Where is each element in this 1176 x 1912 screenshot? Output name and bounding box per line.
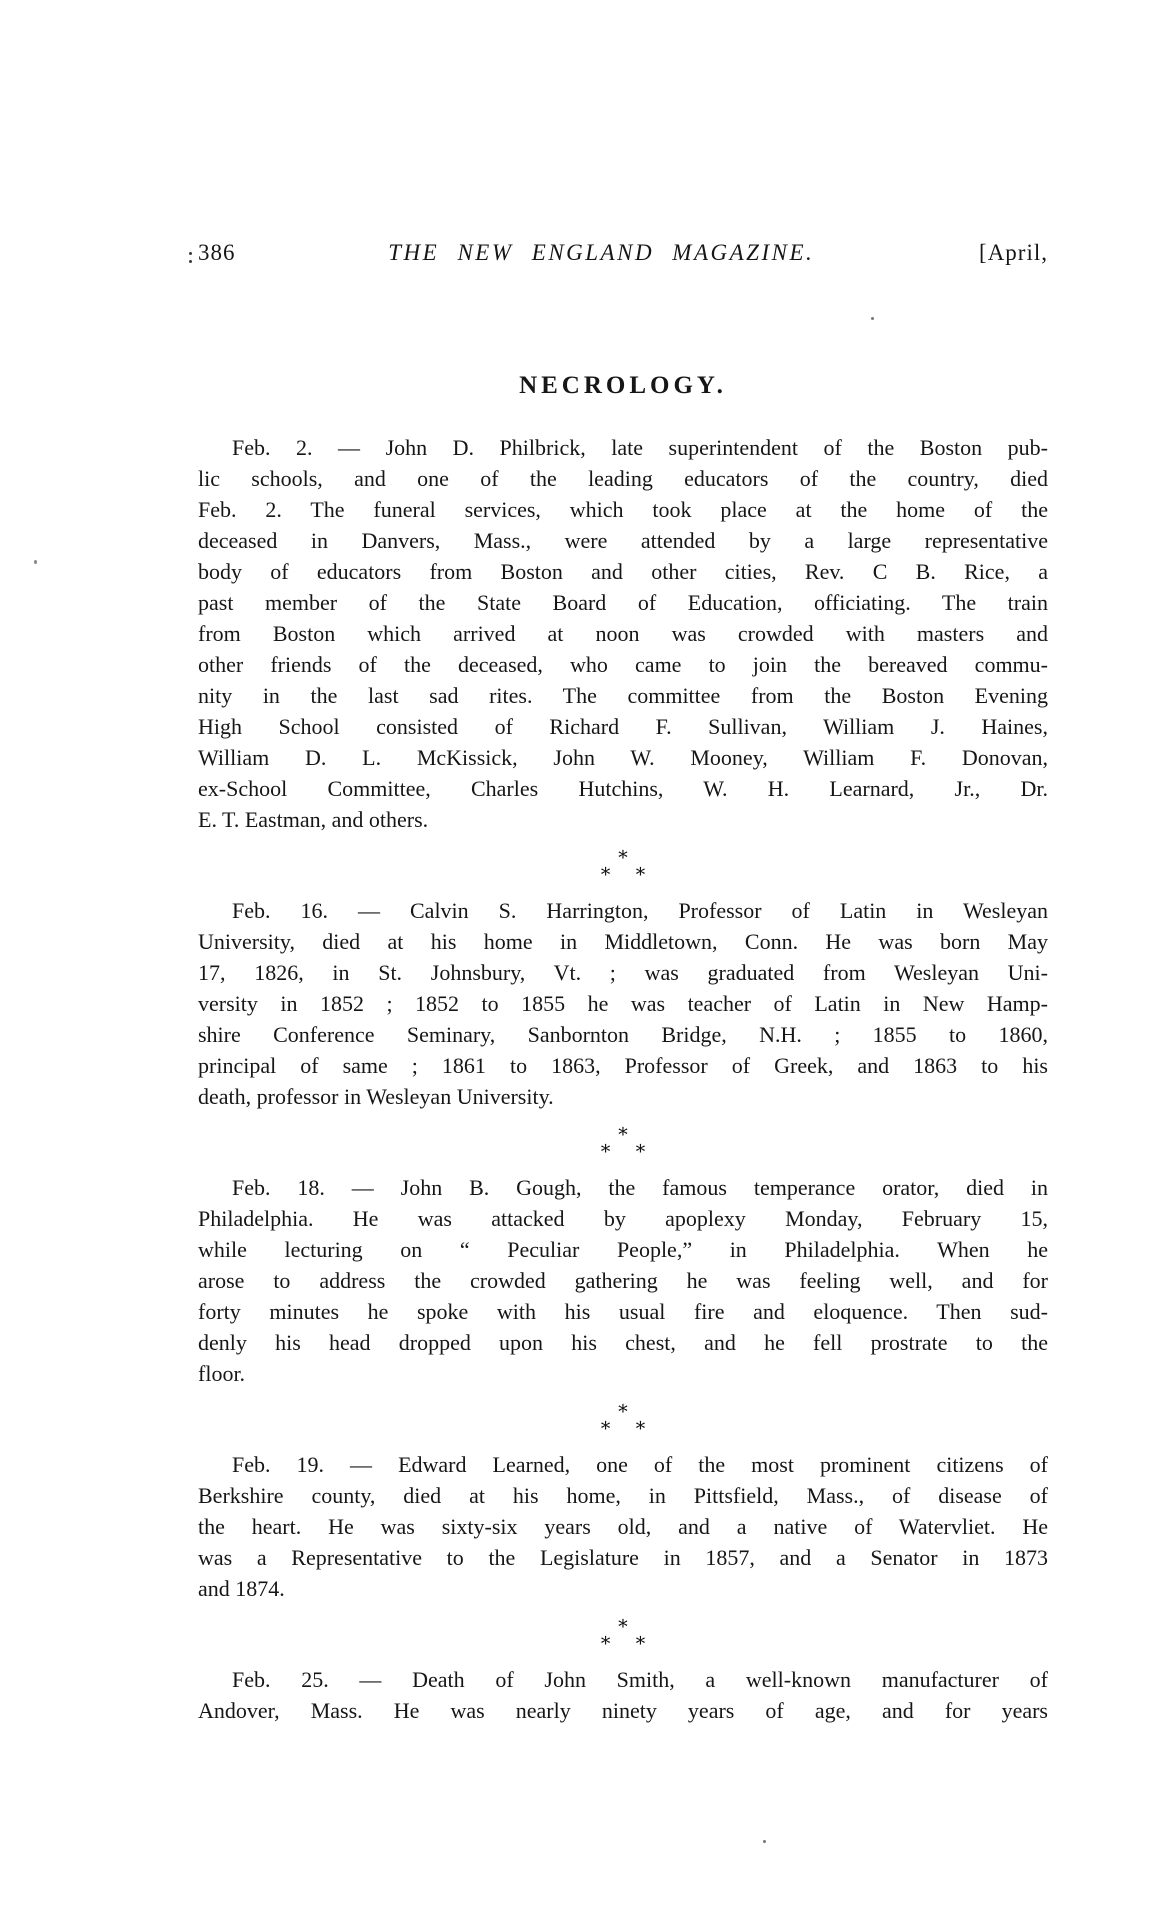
asterism-bottom: ∗ ∗ <box>599 1629 647 1651</box>
running-head <box>198 240 1048 266</box>
asterism-divider <box>198 1397 1048 1436</box>
obituary-paragraph-learned <box>198 1449 1048 1604</box>
text-line: other friends of the deceased, who came to join the bereaved commu- <box>198 652 1048 677</box>
text-line: Feb. 16. — Calvin S. Harrington, Professor of Latin in Wesleyan <box>232 898 1048 923</box>
scan-artifact-dot <box>189 260 192 263</box>
text-line: 17, 1826, in St. Johnsbury, Vt. ; was graduated from Wesleyan Uni- <box>198 960 1048 985</box>
journal-title: THE NEW ENGLAND MAGAZINE. <box>388 240 815 265</box>
asterism-divider <box>198 1612 1048 1651</box>
asterism-top: ∗ <box>616 1120 630 1142</box>
text-line: past member of the State Board of Education, officiating. The train <box>198 590 1048 615</box>
text-line: High School consisted of Richard F. Sullivan, William J. Haines, <box>198 714 1048 739</box>
text-line: and 1874. <box>198 1576 285 1601</box>
text-line: University, died at his home in Middletown, Conn. He was born May <box>198 929 1048 954</box>
text-line: arose to address the crowded gathering he was feeling well, and for <box>198 1268 1048 1293</box>
text-line: body of educators from Boston and other cities, Rev. C B. Rice, a <box>198 559 1048 584</box>
text-line: from Boston which arrived at noon was crowded with masters and <box>198 621 1048 646</box>
asterism-divider <box>198 843 1048 882</box>
scan-artifact-dot <box>34 560 37 564</box>
text-line: William D. L. McKissick, John W. Mooney, William F. Donovan, <box>198 745 1048 770</box>
asterism-bottom: ∗ ∗ <box>599 1137 647 1159</box>
text-line: denly his head dropped upon his chest, and he fell prostrate to the <box>198 1330 1048 1355</box>
text-column <box>198 432 1048 1726</box>
text-line: Feb. 2. The funeral services, which took place at the home of the <box>198 497 1048 522</box>
text-line: floor. <box>198 1361 246 1386</box>
asterism-divider <box>198 1120 1048 1159</box>
text-line: while lecturing on “ Peculiar People,” in Philadelphia. When he <box>198 1237 1048 1262</box>
text-line: principal of same ; 1861 to 1863, Professor of Greek, and 1863 to his <box>198 1053 1048 1078</box>
text-line: nity in the last sad rites. The committee from the Boston Evening <box>198 683 1048 708</box>
obituary-paragraph-philbrick <box>198 432 1048 835</box>
scan-artifact-dot <box>189 252 192 255</box>
section-heading: NECROLOGY. <box>519 372 727 399</box>
asterism-top: ∗ <box>616 843 630 865</box>
text-line: E. T. Eastman, and others. <box>198 807 429 832</box>
text-line: death, professor in Wesleyan University. <box>198 1084 554 1109</box>
text-line: Berkshire county, died at his home, in Pittsfield, Mass., of disease of <box>198 1483 1048 1508</box>
text-line: Andover, Mass. He was nearly ninety years of age, and for years <box>198 1698 1048 1723</box>
text-line: the heart. He was sixty-six years old, and a native of Watervliet. He <box>198 1514 1048 1539</box>
text-line: was a Representative to the Legislature in 1857, and a Senator in 1873 <box>198 1545 1048 1570</box>
asterism-top: ∗ <box>616 1612 630 1634</box>
text-line: lic schools, and one of the leading educators of the country, died <box>198 466 1048 491</box>
text-line: Feb. 2. — John D. Philbrick, late superintendent of the Boston pub- <box>232 435 1048 460</box>
obituary-paragraph-harrington <box>198 895 1048 1112</box>
page-number: 386 <box>198 240 236 265</box>
text-line: Feb. 25. — Death of John Smith, a well-known manufacturer of <box>232 1667 1048 1692</box>
scan-artifact-dot <box>871 317 874 320</box>
obituary-paragraph-gough <box>198 1172 1048 1389</box>
text-line: Feb. 19. — Edward Learned, one of the most prominent citizens of <box>232 1452 1048 1477</box>
text-line: ex-School Committee, Charles Hutchins, W. H. Learnard, Jr., Dr. <box>198 776 1048 801</box>
text-line: forty minutes he spoke with his usual fire and eloquence. Then sud- <box>198 1299 1048 1324</box>
asterism-bottom: ∗ ∗ <box>599 860 647 882</box>
text-line: Feb. 18. — John B. Gough, the famous temperance orator, died in <box>232 1175 1048 1200</box>
text-line: deceased in Danvers, Mass., were attended by a large representative <box>198 528 1048 553</box>
obituary-paragraph-smith <box>198 1664 1048 1726</box>
text-line: Philadelphia. He was attacked by apoplexy Monday, February 15, <box>198 1206 1048 1231</box>
asterism-top: ∗ <box>616 1397 630 1419</box>
text-line: shire Conference Seminary, Sanbornton Bridge, N.H. ; 1855 to 1860, <box>198 1022 1048 1047</box>
scan-artifact-dot <box>763 1840 766 1843</box>
issue-date: [April, <box>979 240 1048 265</box>
asterism-bottom: ∗ ∗ <box>599 1414 647 1436</box>
text-line: versity in 1852 ; 1852 to 1855 he was teacher of Latin in New Hamp- <box>198 991 1048 1016</box>
